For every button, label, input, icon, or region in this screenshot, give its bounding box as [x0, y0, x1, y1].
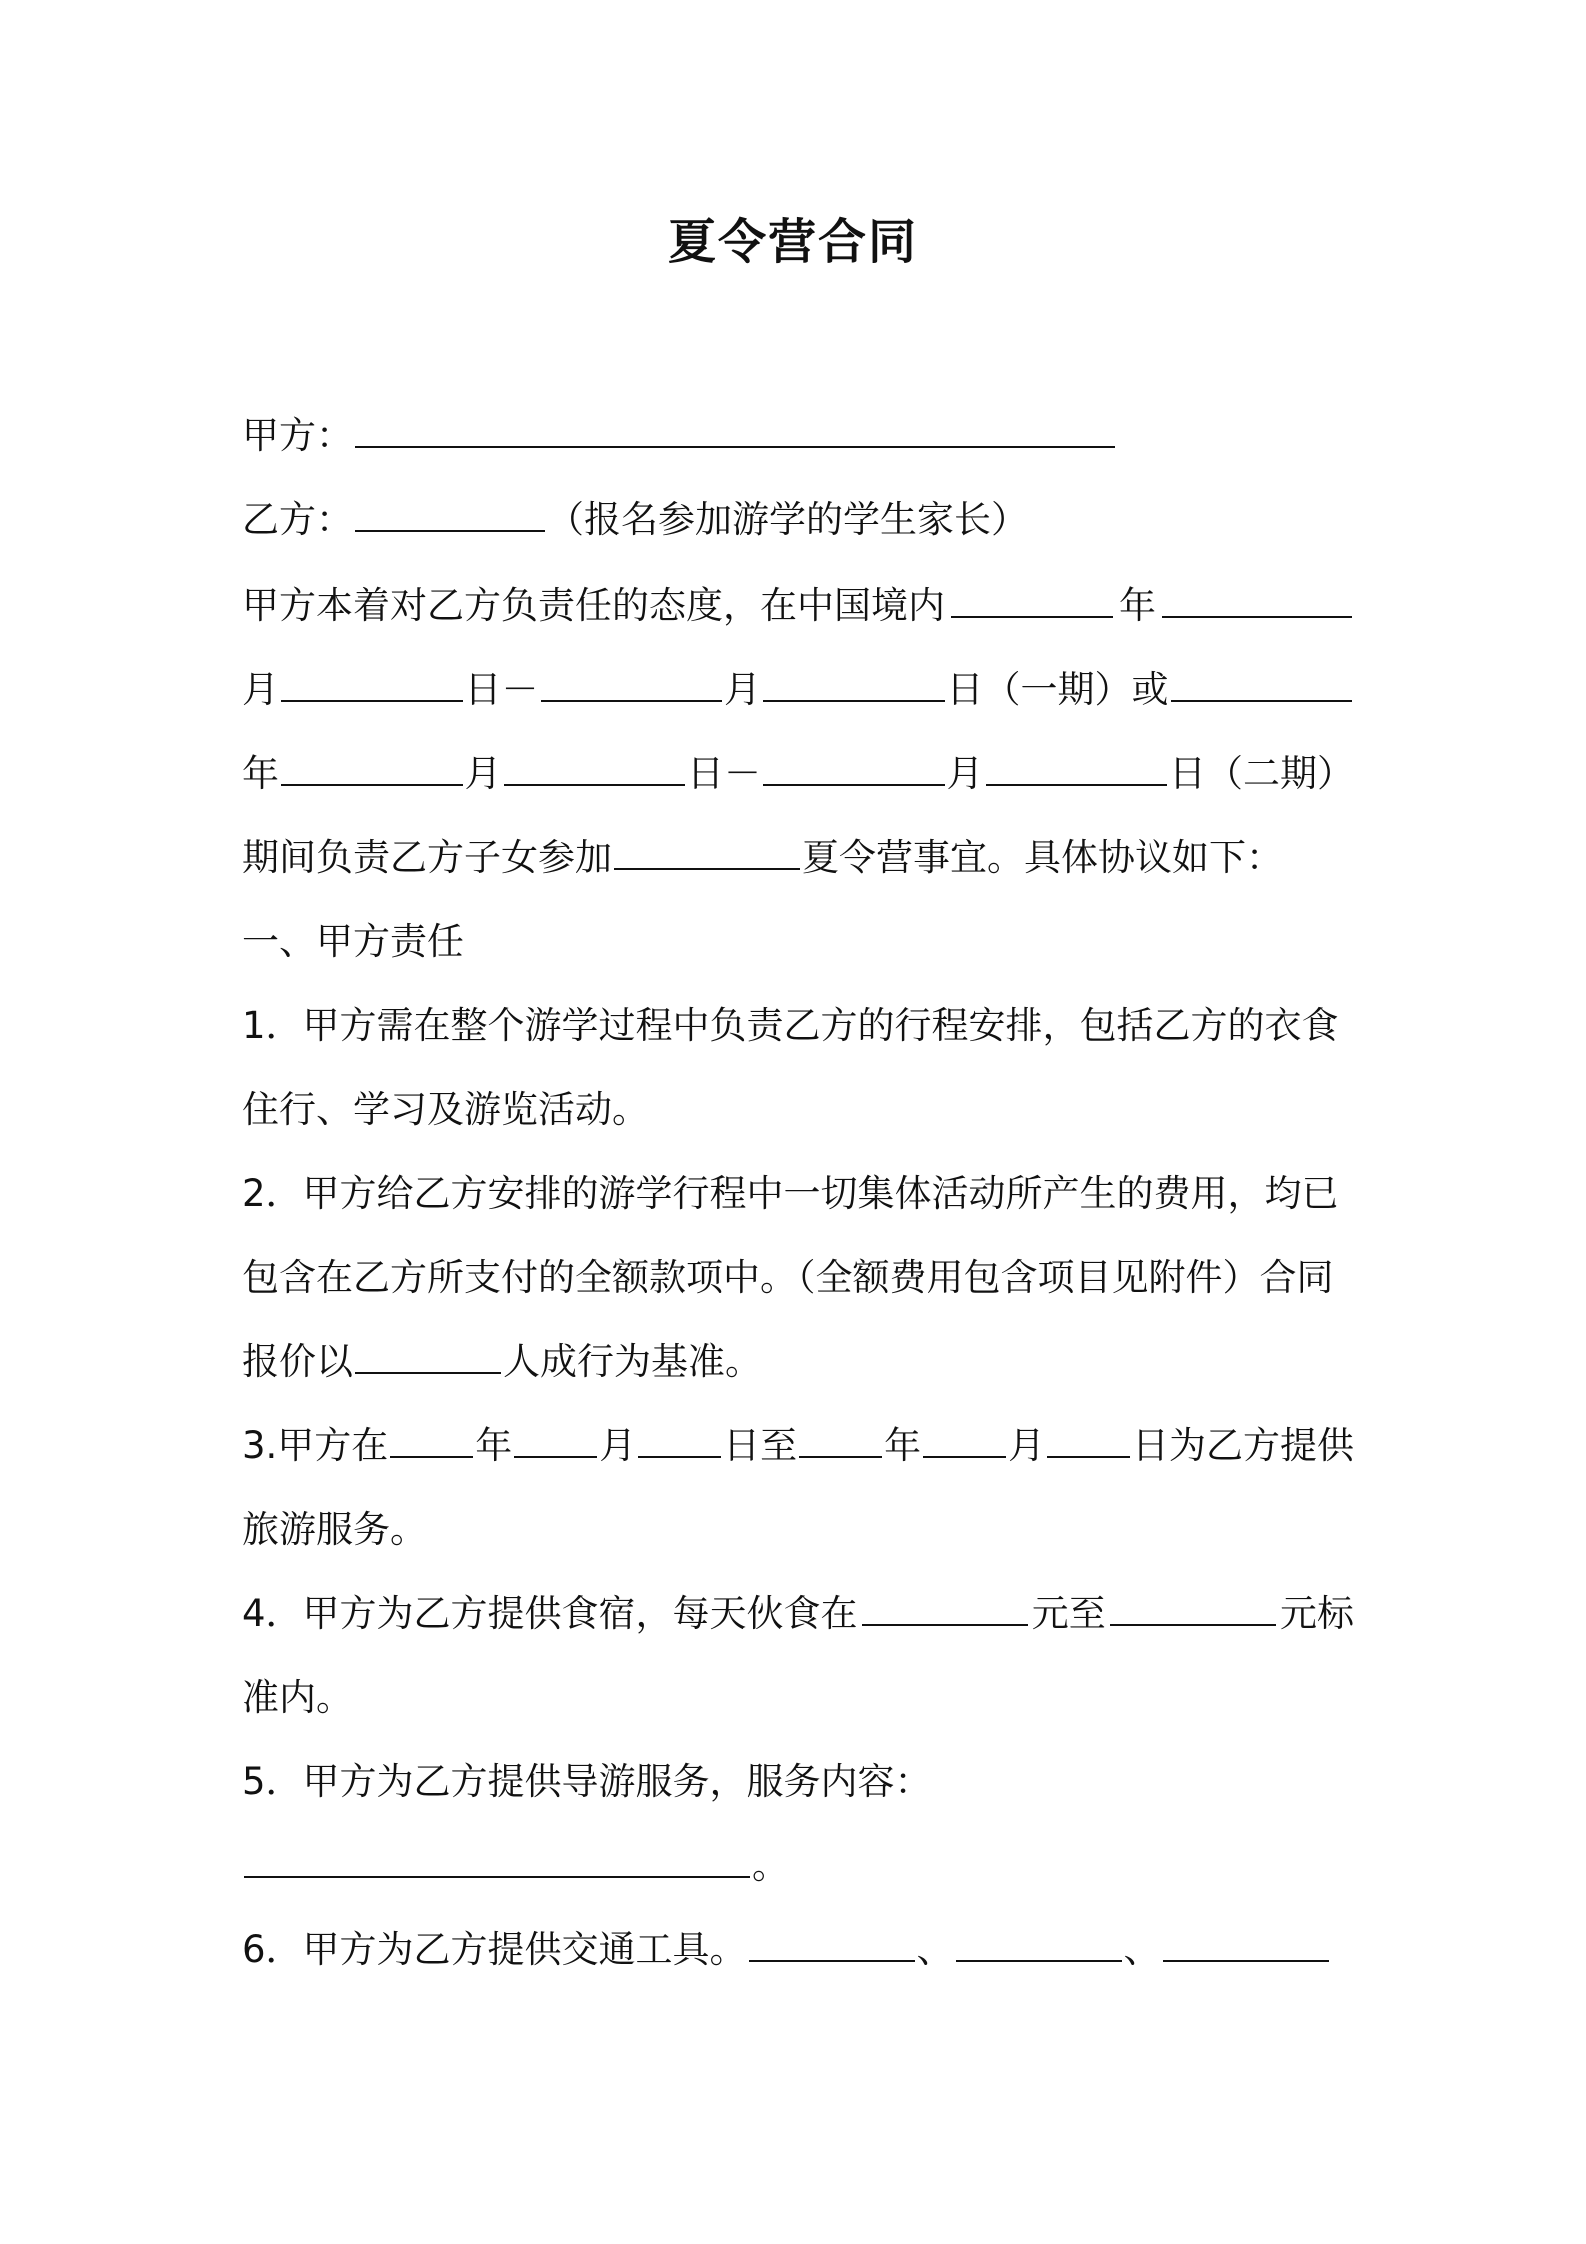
party-b-line [242, 494, 1028, 546]
item-2-text-a: 报价以 [242, 1340, 353, 1383]
intro-year-2: 年 [242, 752, 279, 795]
item-2-line-3 [242, 1336, 762, 1388]
intro-line-4 [242, 832, 1283, 884]
item-3-day-to: 日至 [723, 1424, 798, 1467]
intro-day-dash-2: 日－ [687, 752, 761, 795]
item-5-line-1: 5．甲方为乙方提供导游服务，服务内容： [242, 1760, 932, 1803]
item-6-blank-3[interactable] [1163, 1924, 1329, 1962]
item-3-line-1 [242, 1420, 1354, 1472]
item-6-text: 6．甲方为乙方提供交通工具。 [242, 1928, 747, 1971]
intro-blank-2[interactable] [1162, 580, 1352, 618]
intro-text-4b: 夏令营事宜。具体协议如下： [802, 836, 1283, 879]
intro-year-1: 年 [1119, 584, 1156, 627]
intro-month-1: 月 [242, 668, 279, 711]
intro-blank-6[interactable] [1171, 664, 1353, 702]
intro-period-1: 日（一期）或 [946, 668, 1169, 711]
item-3-blank-3[interactable] [638, 1420, 721, 1458]
intro-text-1: 甲方本着对乙方负责任的态度，在中国境内 [242, 584, 945, 627]
intro-blank-8[interactable] [504, 748, 686, 786]
intro-text-4a: 期间负责乙方子女参加 [242, 836, 612, 879]
item-4-line-1 [242, 1588, 1354, 1640]
intro-blank-3[interactable] [281, 664, 463, 702]
item-4-text-end: 元标 [1279, 1592, 1354, 1635]
item-3-month-2: 月 [1008, 1424, 1046, 1467]
section-1-heading: 一、甲方责任 [242, 920, 464, 963]
item-3-line-2: 旅游服务。 [242, 1508, 427, 1551]
intro-period-2: 日（二期） [1169, 752, 1354, 795]
party-b-label: 乙方： [242, 498, 353, 541]
party-b-note: （报名参加游学的学生家长） [547, 498, 1028, 541]
intro-day-dash-1: 日－ [464, 668, 539, 711]
item-3-text-start: 3.甲方在 [242, 1424, 389, 1467]
item-3-blank-6[interactable] [1047, 1420, 1130, 1458]
item-1-line-1: 1．甲方需在整个游学过程中负责乙方的行程安排，包括乙方的衣食 [242, 1004, 1339, 1047]
item-3-year-2: 年 [884, 1424, 922, 1467]
item-4-blank-2[interactable] [1110, 1588, 1276, 1626]
party-a-blank[interactable] [355, 410, 1115, 448]
party-a-label: 甲方： [242, 414, 353, 457]
item-4-blank-1[interactable] [862, 1588, 1028, 1626]
party-a-line [242, 410, 1117, 462]
item-6-line-1 [242, 1924, 1331, 1976]
intro-blank-9[interactable] [763, 748, 945, 786]
item-4-line-2: 准内。 [242, 1676, 353, 1719]
intro-blank-7[interactable] [281, 748, 463, 786]
item-5-line-2 [242, 1840, 789, 1892]
intro-blank-1[interactable] [951, 580, 1113, 618]
item-4-text-mid: 元至 [1031, 1592, 1106, 1635]
item-5-period: 。 [752, 1844, 789, 1887]
intro-month-4: 月 [946, 752, 984, 795]
item-2-blank[interactable] [355, 1336, 501, 1374]
intro-blank-5[interactable] [763, 664, 945, 702]
item-4-text-start: 4．甲方为乙方提供食宿，每天伙食在 [242, 1592, 858, 1635]
item-6-blank-1[interactable] [749, 1924, 915, 1962]
intro-line-1 [242, 580, 1354, 632]
document-title: 夏令营合同 [667, 214, 918, 270]
intro-month-3: 月 [464, 752, 502, 795]
item-3-text-end: 日为乙方提供 [1132, 1424, 1355, 1467]
item-3-year-1: 年 [475, 1424, 513, 1467]
item-3-blank-2[interactable] [514, 1420, 597, 1458]
intro-blank-10[interactable] [986, 748, 1168, 786]
item-3-blank-4[interactable] [799, 1420, 882, 1458]
party-b-blank[interactable] [355, 494, 545, 532]
intro-blank-11[interactable] [614, 832, 800, 870]
item-2-line-2: 包含在乙方所支付的全额款项中。（全额费用包含项目见附件）合同 [242, 1256, 1334, 1299]
intro-line-3 [242, 748, 1354, 800]
item-1-line-2: 住行、学习及游览活动。 [242, 1088, 649, 1131]
item-6-comma-1: 、 [916, 1928, 954, 1971]
item-6-blank-2[interactable] [956, 1924, 1122, 1962]
item-3-blank-1[interactable] [390, 1420, 473, 1458]
item-2-text-b: 人成行为基准。 [503, 1340, 762, 1383]
item-3-blank-5[interactable] [923, 1420, 1006, 1458]
item-2-line-1: 2．甲方给乙方安排的游学行程中一切集体活动所产生的费用，均已 [242, 1172, 1339, 1215]
item-3-month-1: 月 [599, 1424, 637, 1467]
intro-line-2 [242, 664, 1354, 716]
item-5-blank[interactable] [244, 1840, 750, 1878]
intro-month-2: 月 [724, 668, 761, 711]
intro-blank-4[interactable] [541, 664, 723, 702]
item-6-comma-2: 、 [1123, 1928, 1161, 1971]
